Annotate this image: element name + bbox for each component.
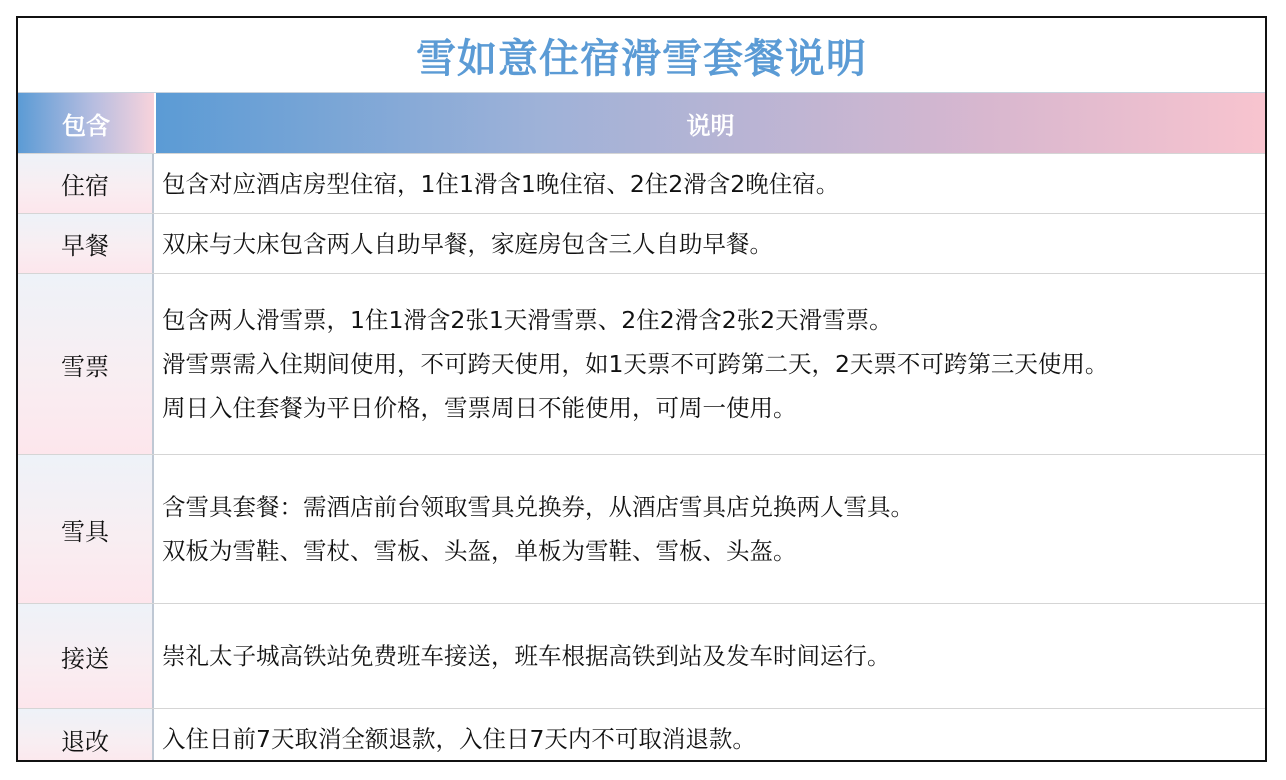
description-line: 包含对应酒店房型住宿，1住1滑含1晚住宿、2住2滑含2晚住宿。	[162, 169, 840, 198]
page-title: 雪如意住宿滑雪套餐说明	[416, 35, 867, 82]
description-line: 滑雪票需入住期间使用，不可跨天使用，如1天票不可跨第二天，2天票不可跨第三天使用。	[162, 350, 1109, 378]
package-table	[16, 16, 1267, 762]
row-category: 接送	[18, 604, 154, 708]
row-category: 雪票	[18, 274, 154, 454]
description-line: 含雪具套餐：需酒店前台领取雪具兑换券，从酒店雪具店兑换两人雪具。	[162, 493, 914, 521]
table-row	[18, 708, 1265, 762]
row-category: 退改	[18, 709, 154, 762]
row-description	[154, 154, 1265, 213]
table-row	[18, 603, 1265, 708]
table-header	[18, 92, 1265, 153]
header-description: 说明	[154, 93, 1265, 153]
row-description	[154, 455, 1265, 603]
row-description	[154, 709, 1265, 762]
header-include: 包含	[18, 93, 154, 153]
description-line: 双床与大床包含两人自助早餐，家庭房包含三人自助早餐。	[162, 229, 773, 258]
description-line: 双板为雪鞋、雪杖、雪板、头盔，单板为雪鞋、雪板、头盔。	[162, 537, 797, 565]
table-row	[18, 153, 1265, 213]
row-category: 早餐	[18, 214, 154, 273]
table-row	[18, 213, 1265, 273]
description-line: 入住日前7天取消全额退款，入住日7天内不可取消退款。	[162, 725, 756, 753]
row-description	[154, 604, 1265, 708]
description-line: 周日入住套餐为平日价格，雪票周日不能使用，可周一使用。	[162, 394, 797, 422]
table-row	[18, 273, 1265, 454]
description-line: 包含两人滑雪票，1住1滑含2张1天滑雪票、2住2滑含2张2天滑雪票。	[162, 306, 893, 334]
row-description	[154, 274, 1265, 454]
description-line: 崇礼太子城高铁站免费班车接送，班车根据高铁到站及发车时间运行。	[162, 642, 891, 670]
row-description	[154, 214, 1265, 273]
table-row	[18, 454, 1265, 603]
row-category: 雪具	[18, 455, 154, 603]
row-category: 住宿	[18, 154, 154, 213]
